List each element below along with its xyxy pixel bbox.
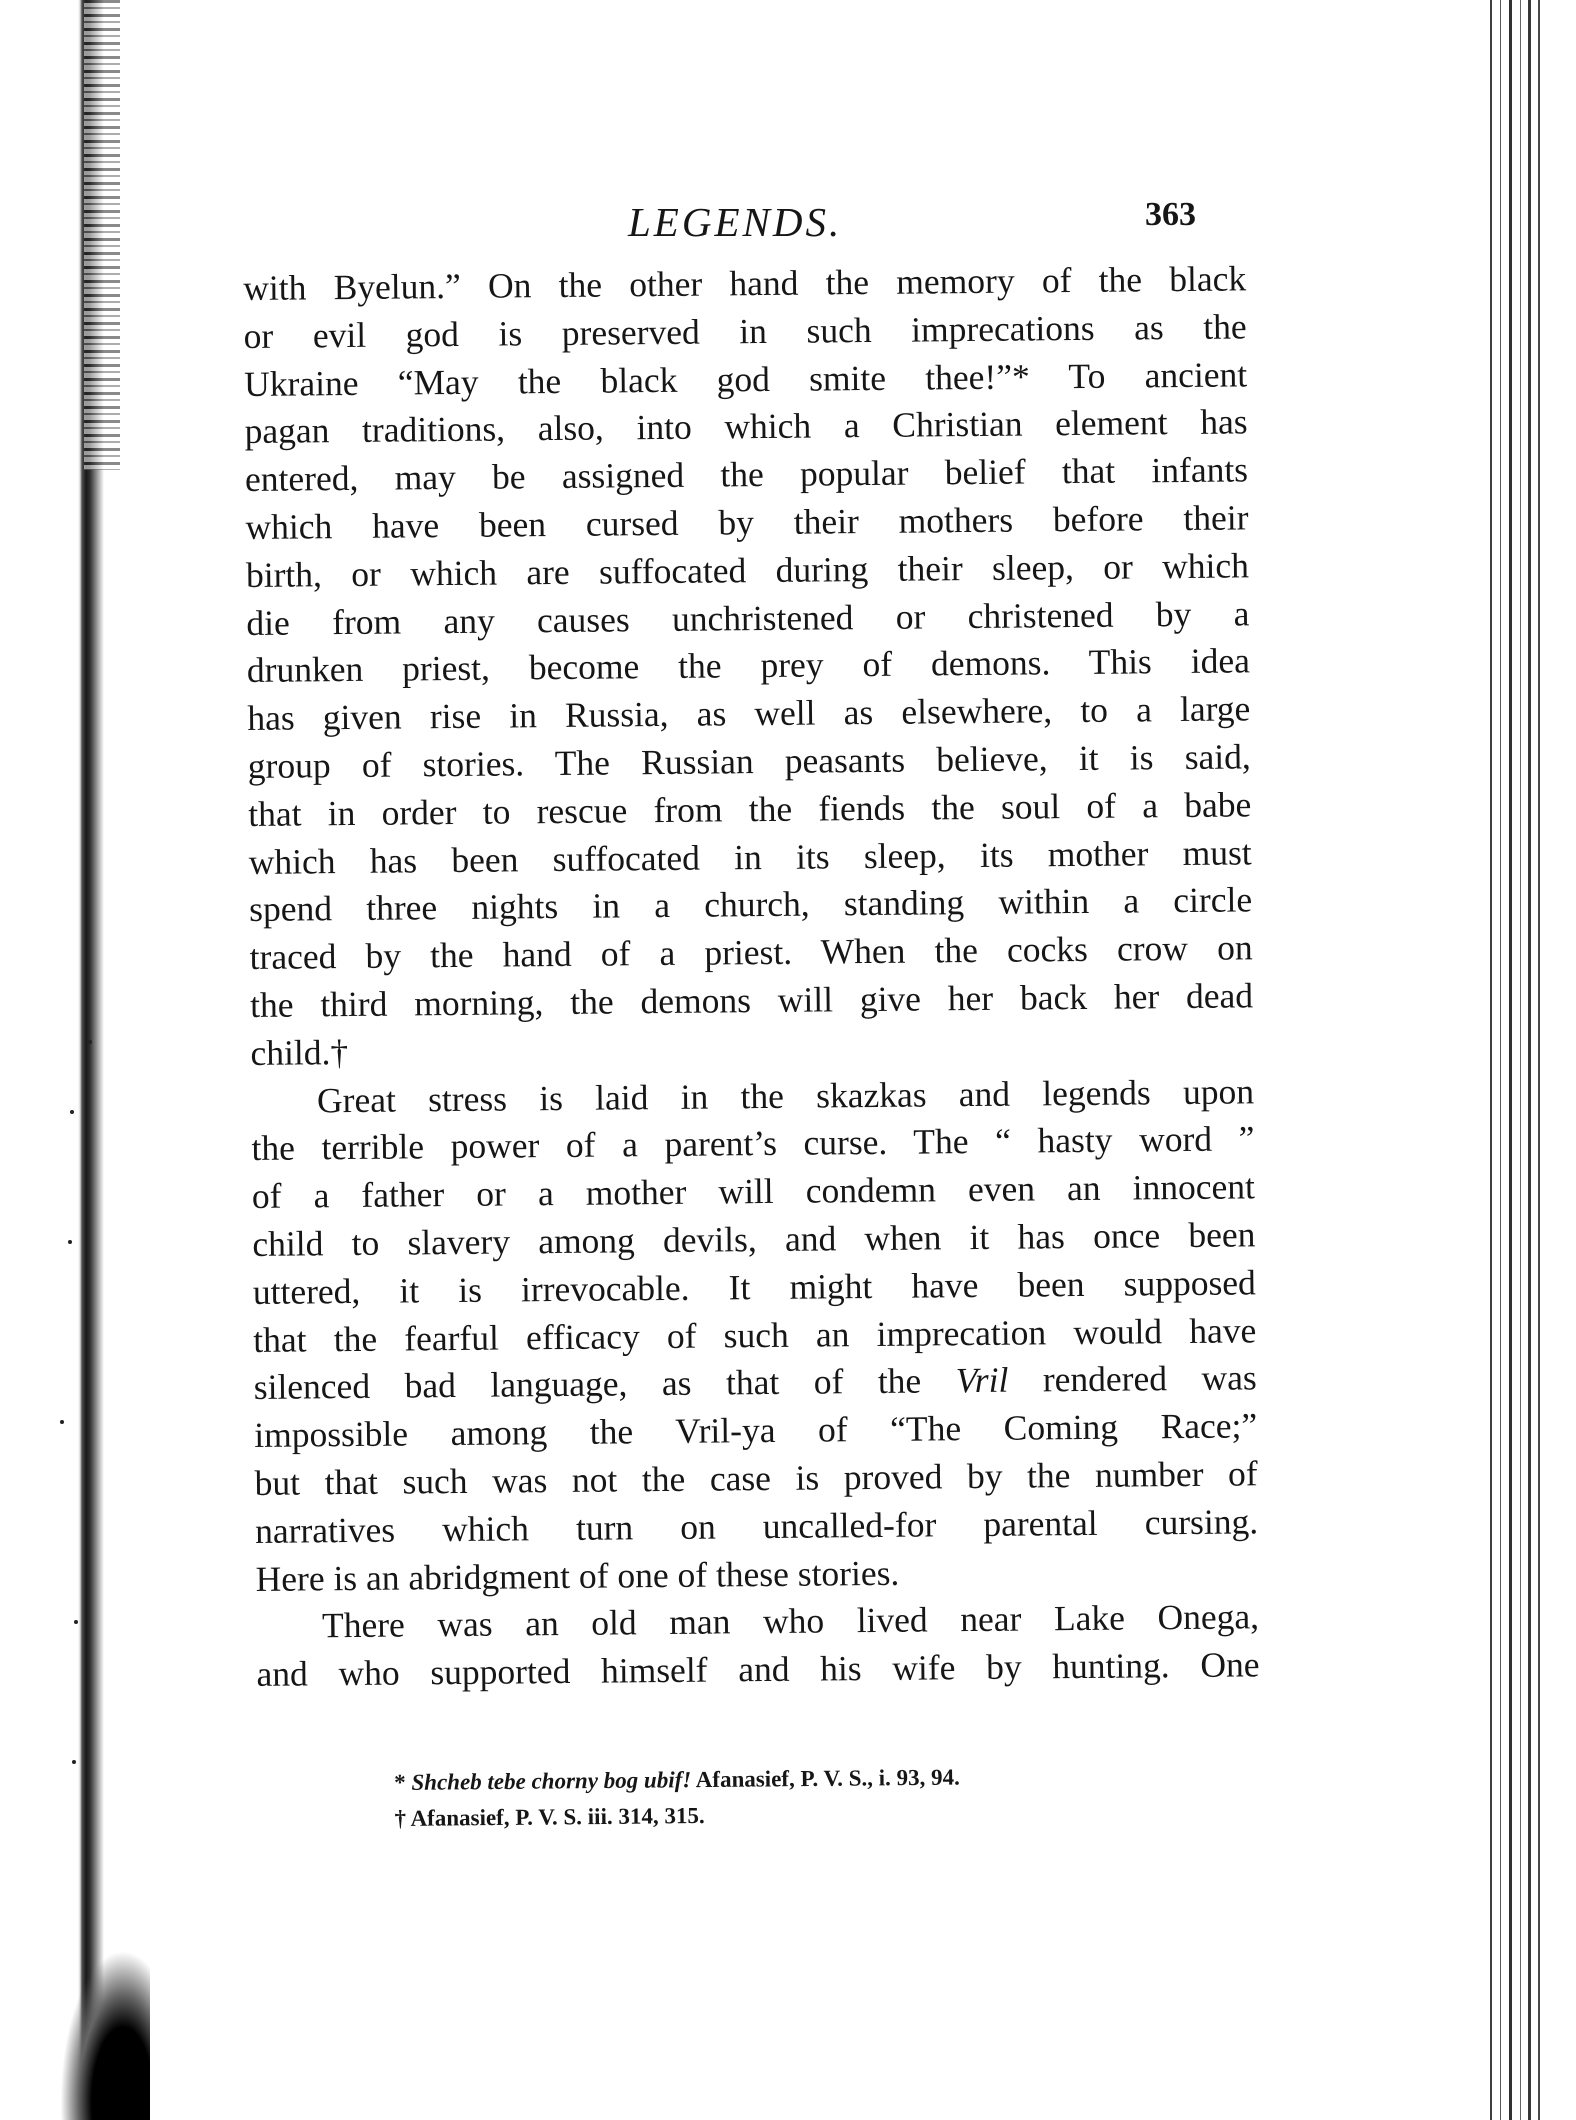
text-line: Great stress is laid in the skazkas and legends upon bbox=[316, 1070, 1255, 1120]
right-scan-edge bbox=[1476, 0, 1576, 2120]
footnote-citation: Afanasief, P. V. S., i. 93, 94. bbox=[695, 1764, 960, 1793]
text-line: drunken priest, become the prey of demons. This idea bbox=[246, 640, 1251, 691]
text-segment: rendered was bbox=[1042, 1357, 1257, 1400]
text-line: birth, or which are suffocated during their sleep, or which bbox=[245, 545, 1250, 595]
text-line: with Byelun.” On the other hand the memory of the black bbox=[243, 258, 1247, 308]
text-line: child to slavery among devils, and when it has once been bbox=[252, 1214, 1256, 1264]
text-line: Here is an abridgment of one of these stories. bbox=[255, 1552, 900, 1599]
footnote-italic: Shcheb tebe chorny bog ubif! bbox=[411, 1767, 692, 1795]
footnote-marker: * bbox=[394, 1769, 406, 1795]
scan-speck bbox=[72, 1760, 76, 1764]
running-head: LEGENDS. bbox=[628, 199, 843, 245]
text-line: Ukraine “May the black god smite thee!”* To ancient bbox=[243, 353, 1248, 404]
text-line: narratives which turn on uncalled-for parental cursing. bbox=[254, 1501, 1259, 1551]
footnote-marker: † bbox=[394, 1805, 407, 1831]
text-line: which has been suffocated in its sleep, its mother must bbox=[248, 831, 1252, 882]
text-line: but that such was not the case is proved by the number of bbox=[254, 1453, 1258, 1503]
scan-speck bbox=[68, 1240, 72, 1244]
text-line: and who supported himself and his wife by hunting. One bbox=[256, 1644, 1260, 1695]
left-scan-edge-noise bbox=[84, 0, 120, 470]
text-line: that in order to rescue from the fiends the soul of a babe bbox=[248, 784, 1252, 834]
text-line: group of stories. The Russian peasants believe, it is said, bbox=[247, 736, 1251, 786]
page-number: 363 bbox=[1145, 196, 1196, 233]
scan-speck bbox=[60, 1420, 64, 1424]
text-line: die from any causes unchristened or christened by a bbox=[246, 592, 1250, 643]
footnote-citation: Afanasief, P. V. S. iii. 314, 315. bbox=[410, 1803, 705, 1831]
text-line: or evil god is preserved in such imprecations as the bbox=[243, 306, 1247, 356]
footnotes bbox=[394, 1757, 1215, 1837]
footnote-dagger bbox=[394, 1793, 1214, 1837]
text-line: child.† bbox=[250, 1031, 349, 1073]
text-line: the third morning, the demons will give her back her dead bbox=[249, 975, 1254, 1025]
text-line: spend three nights in a church, standing within a circle bbox=[248, 879, 1253, 930]
text-line: pagan traditions, also, into which a Christian element has bbox=[244, 401, 1248, 452]
text-line: that the fearful efficacy of such an imprecation would have bbox=[253, 1309, 1257, 1360]
text-line: of a father or a mother will condemn even an innocent bbox=[251, 1166, 1256, 1217]
text-line: There was an old man who lived near Lake Onega, bbox=[321, 1596, 1260, 1646]
text-line: traced by the hand of a priest. When the cocks crow on bbox=[249, 927, 1253, 978]
text-line: which have been cursed by their mothers before their bbox=[245, 497, 1249, 547]
text-line: uttered, it is irrevocable. It might have been supposed bbox=[252, 1262, 1257, 1312]
scan-speck bbox=[70, 1110, 74, 1114]
text-line: entered, may be assigned the popular belief that infants bbox=[244, 449, 1249, 500]
text-line: impossible among the Vril-ya of “The Coming Race;” bbox=[254, 1405, 1258, 1456]
text-line: has given rise in Russia, as well as elsewhere, to a large bbox=[247, 688, 1251, 739]
text-segment: silenced bad language, as that of the bbox=[253, 1360, 922, 1408]
bottom-left-scan-shadow bbox=[60, 1950, 150, 2120]
scan-speck bbox=[88, 1040, 92, 1044]
italic-word: Vril bbox=[955, 1360, 1009, 1401]
text-line: the terrible power of a parent’s curse. The “ hasty word ” bbox=[251, 1118, 1255, 1169]
body-text bbox=[243, 255, 1260, 1698]
scan-speck bbox=[74, 1620, 78, 1624]
